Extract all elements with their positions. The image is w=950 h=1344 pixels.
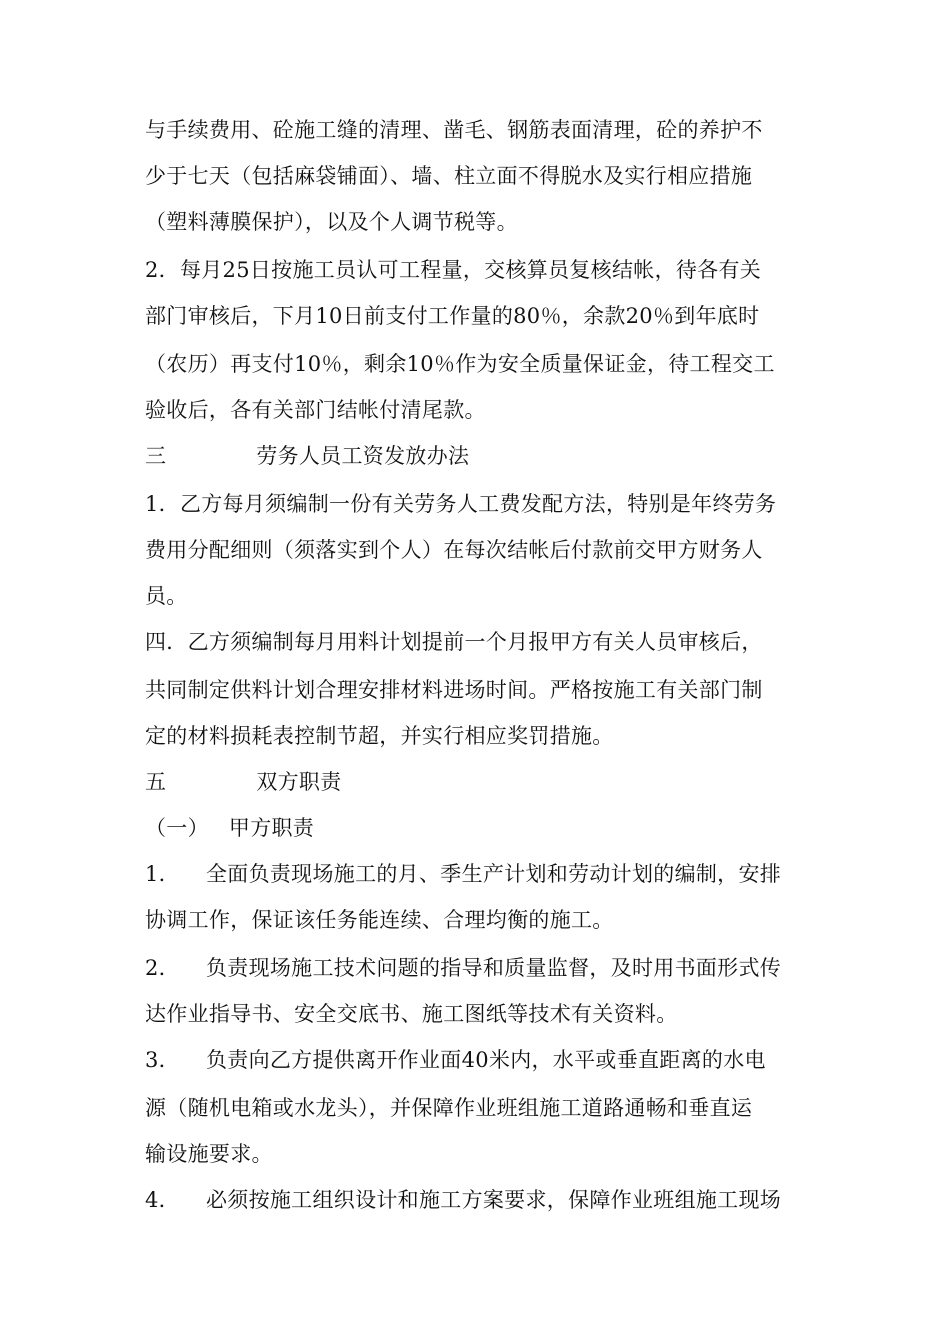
- paragraph-line: 协调工作，保证该任务能连续、合理均衡的施工。: [145, 908, 614, 932]
- paragraph-line: （农历）再支付10％，剩余10％作为安全质量保证金，待工程交工: [145, 352, 775, 376]
- section-heading-5: [145, 768, 825, 796]
- list-item: [145, 954, 825, 982]
- paragraph-line: 2．每月25日按施工员认可工程量，交核算员复核结帐，待各有关: [145, 258, 762, 282]
- item-text: 负责现场施工技术问题的指导和质量监督，及时用书面形式传: [205, 956, 782, 980]
- section-number: 三: [145, 444, 167, 468]
- section-title: 双方职责: [256, 770, 342, 794]
- item-text: 全面负责现场施工的月、季生产计划和劳动计划的编制，安排: [205, 862, 782, 886]
- item-text: 必须按施工组织设计和施工方案要求，保障作业班组施工现场: [205, 1188, 782, 1212]
- subsection-title: 甲方职责: [228, 816, 315, 840]
- item-number: 3．: [145, 1048, 180, 1072]
- paragraph-line: 员。: [145, 584, 188, 608]
- section-heading-3: [145, 442, 825, 470]
- paragraph-line: （塑料薄膜保护），以及个人调节税等。: [145, 210, 518, 234]
- item-number: 1．: [145, 862, 180, 886]
- paragraph-line: 定的材料损耗表控制节超，并实行相应奖罚措施。: [145, 724, 614, 748]
- list-item: [145, 860, 825, 888]
- paragraph-line: 部门审核后，下月10日前支付工作量的80％，余款20％到年底时: [145, 304, 760, 328]
- subsection-heading: [145, 814, 825, 842]
- paragraph-line: 费用分配细则（须落实到个人）在每次结帐后付款前交甲方财务人: [145, 538, 763, 562]
- item-text: 负责向乙方提供离开作业面40米内，水平或垂直距离的水电: [205, 1048, 766, 1072]
- paragraph-line: 少于七天（包括麻袋铺面）、墙、柱立面不得脱水及实行相应措施: [145, 164, 753, 188]
- paragraph-line: 1．乙方每月须编制一份有关劳务人工费发配方法，特别是年终劳务: [145, 492, 777, 516]
- paragraph-line: 与手续费用、砼施工缝的清理、凿毛、钢筋表面清理，砼的养护不: [145, 118, 763, 142]
- subsection-number: （一）: [145, 816, 209, 840]
- paragraph-line: 达作业指导书、安全交底书、施工图纸等技术有关资料。: [145, 1002, 678, 1026]
- list-item: [145, 1046, 825, 1074]
- paragraph-line: 源（随机电箱或水龙头），并保障作业班组施工道路通畅和垂直运: [145, 1096, 753, 1120]
- list-item: [145, 1186, 825, 1214]
- item-number: 2．: [145, 956, 180, 980]
- paragraph-line: 验收后，各有关部门结帐付清尾款。: [145, 398, 486, 422]
- paragraph-line: 共同制定供料计划合理安排材料进场时间。严格按施工有关部门制: [145, 678, 763, 702]
- paragraph-line: 四．乙方须编制每月用料计划提前一个月报甲方有关人员审核后，: [145, 630, 763, 654]
- section-title: 劳务人员工资发放办法: [256, 444, 470, 468]
- paragraph-line: 输设施要求。: [145, 1142, 273, 1166]
- item-number: 4．: [145, 1188, 180, 1212]
- section-number: 五: [145, 770, 167, 794]
